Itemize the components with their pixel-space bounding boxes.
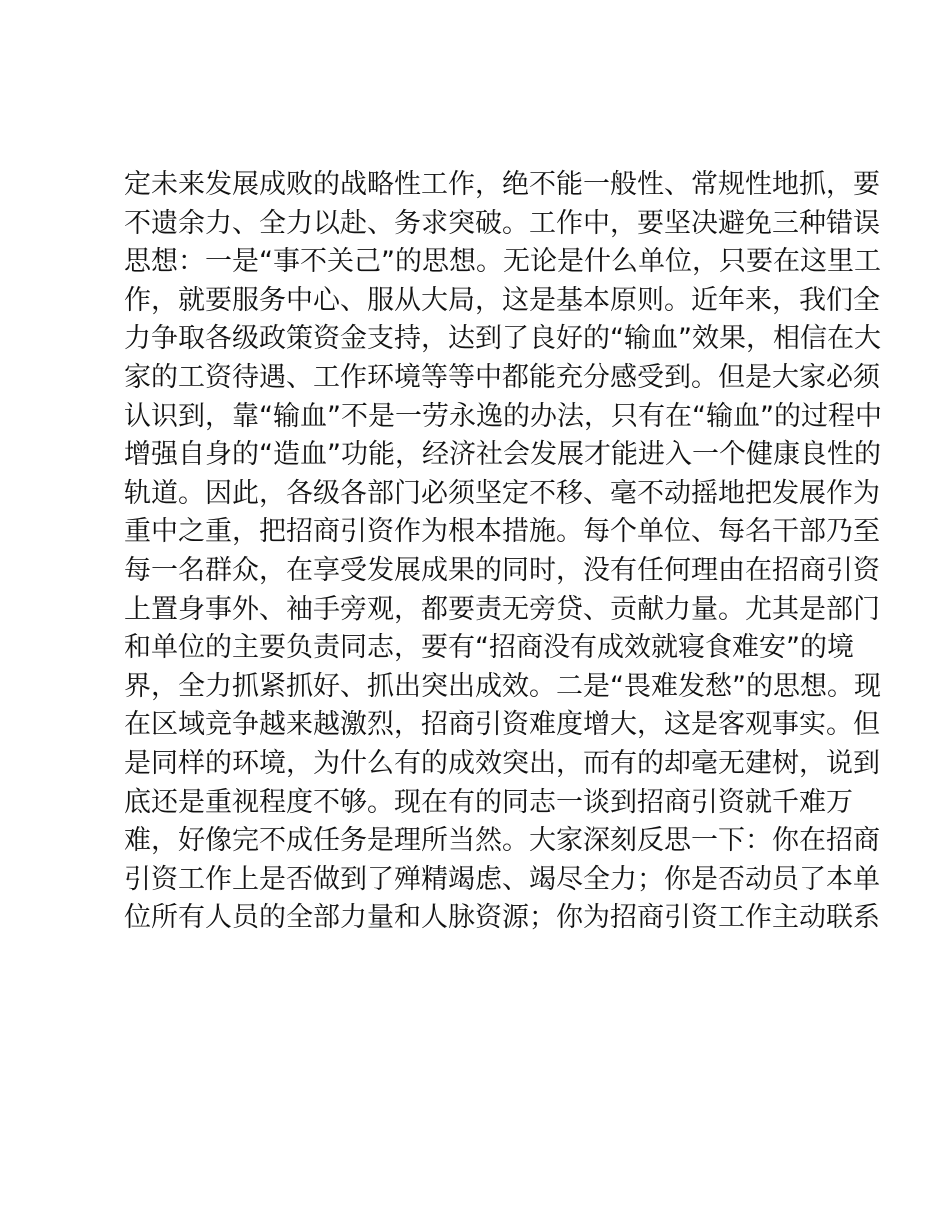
text-line: 力争取各级政策资金支持，达到了良好的“输血”效果，相信在大: [124, 323, 881, 355]
text-line: 定未来发展成败的战略性工作，绝不能一般性、常规性地抓，要: [124, 169, 880, 200]
text-line: 引资工作上是否做到了殚精竭虑、竭尽全力；你是否动员了本单: [124, 863, 880, 895]
text-line: 每一名群众，在享受发展成果的同时，没有任何理由在招商引资: [124, 554, 880, 586]
text-line: 家的工资待遇、工作环境等等中都能充分感受到。但是大家必须: [124, 361, 880, 393]
body-paragraph: [124, 166, 882, 938]
text-line: 是同样的环境，为什么有的成效突出，而有的却毫无建树，说到: [124, 747, 880, 779]
text-line: 作，就要服务中心、服从大局，这是基本原则。近年来，我们全: [124, 284, 880, 316]
text-line: 上置身事外、袖手旁观，都要责无旁贷、贡献力量。尤其是部门: [124, 593, 880, 625]
text-line: 难，好像完不成任务是理所当然。大家深刻反思一下：你在招商: [124, 825, 880, 857]
text-line: 底还是重视程度不够。现在有的同志一谈到招商引资就千难万: [124, 786, 853, 818]
text-line: 在区域竞争越来越激烈，招商引资难度增大，这是客观事实。但: [124, 709, 880, 741]
text-line: 重中之重，把招商引资作为根本措施。每个单位、每名干部乃至: [124, 516, 880, 548]
text-line: 认识到，靠“输血”不是一劳永逸的办法，只有在“输血”的过程中: [124, 400, 882, 432]
text-line: 思想：一是“事不关己”的思想。无论是什么单位，只要在这里工: [124, 246, 881, 278]
text-line: 和单位的主要负责同志，要有“招商没有成效就寝食难安”的境: [124, 632, 854, 664]
text-line: 增强自身的“造血”功能，经济社会发展才能进入一个健康良性的: [124, 439, 881, 471]
text-line: 不遗余力、全力以赴、务求突破。工作中，要坚决避免三种错误: [124, 207, 880, 239]
text-line: 界，全力抓紧抓好、抓出突出成效。二是“畏难发愁”的思想。现: [124, 670, 881, 702]
text-line: 位所有人员的全部力量和人脉资源；你为招商引资工作主动联系: [124, 902, 880, 934]
text-line: 轨道。因此，各级各部门必须坚定不移、毫不动摇地把发展作为: [124, 477, 880, 509]
